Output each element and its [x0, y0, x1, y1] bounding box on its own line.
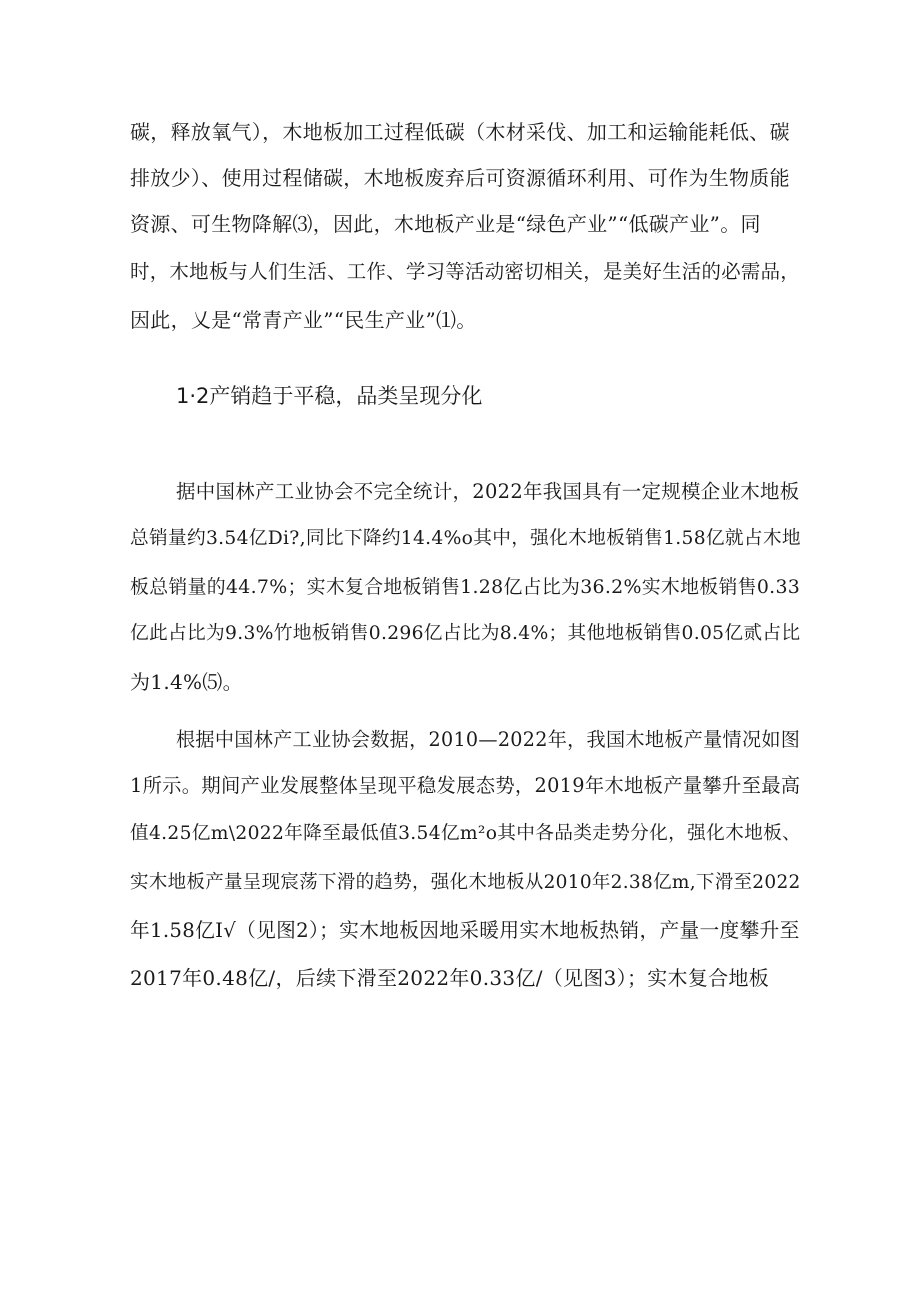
text-line: 板总销量的44.7%；实木复合地板销售1.28亿占比为36.2%实木地板销售0.33 [130, 576, 801, 598]
text-line: 亿此占比为9.3%竹地板销售0.296亿占比为8.4%；其他地板销售0.05亿贰占比 [130, 623, 801, 644]
text-line: 2017年0.48亿/，后续下滑至2022年0.33亿/（见图3）；实木复合地板 [130, 966, 770, 990]
text-line: 根据中国林产工业协会数据，2010—2022年，我国木地板产量情况如图 [176, 728, 801, 751]
text-line: 为1.4%⑸。 [130, 670, 243, 694]
text-line: 1所示。期间产业发展整体呈现平稳发展态势，2019年木地板产量攀升至最高 [130, 774, 801, 797]
text-line: 因此，乂是“常青产业”“民生产业”⑴。 [130, 308, 477, 332]
text-line: 实木地板产量呈现宸荡下滑的趋势，强化木地板从2010年2.38亿m,下滑至2022 [130, 872, 801, 893]
text-line: 总销量约3.54亿Di?,同比下降约14.4%o其中，强化木地板销售1.58亿就占木地 [130, 528, 801, 549]
text-line: 时，木地板与人们生活、工作、学习等活动密切相关，是美好生活的必需品， [130, 260, 801, 283]
text-line: 年1.58亿I√（见图2）；实木地板因地采暖用实木地板热销，产量一度攀升至 [130, 919, 800, 942]
text-line: 据中国林产工业协会不完全统计，2022年我国具有一定规模企业木地板 [176, 480, 800, 503]
text-line: 碳，释放氧气），木地板加工过程低碳（木材采伐、加工和运输能耗低、碳 [130, 120, 790, 144]
text-line: 资源、可生物降解⑶，因此，木地板产业是“绿色产业”“低碳产业”。同 [130, 212, 761, 236]
section-heading: 1·2产销趋于平稳，品类呈现分化 [176, 384, 483, 408]
text-line: 值4.25亿m\2022年降至最低值3.54亿m²o其中各品类走势分化，强化木地板、 [130, 823, 802, 844]
text-line: 排放少）、使用过程储碳，木地板废弃后可资源循环利用、可作为生物质能 [130, 166, 790, 190]
